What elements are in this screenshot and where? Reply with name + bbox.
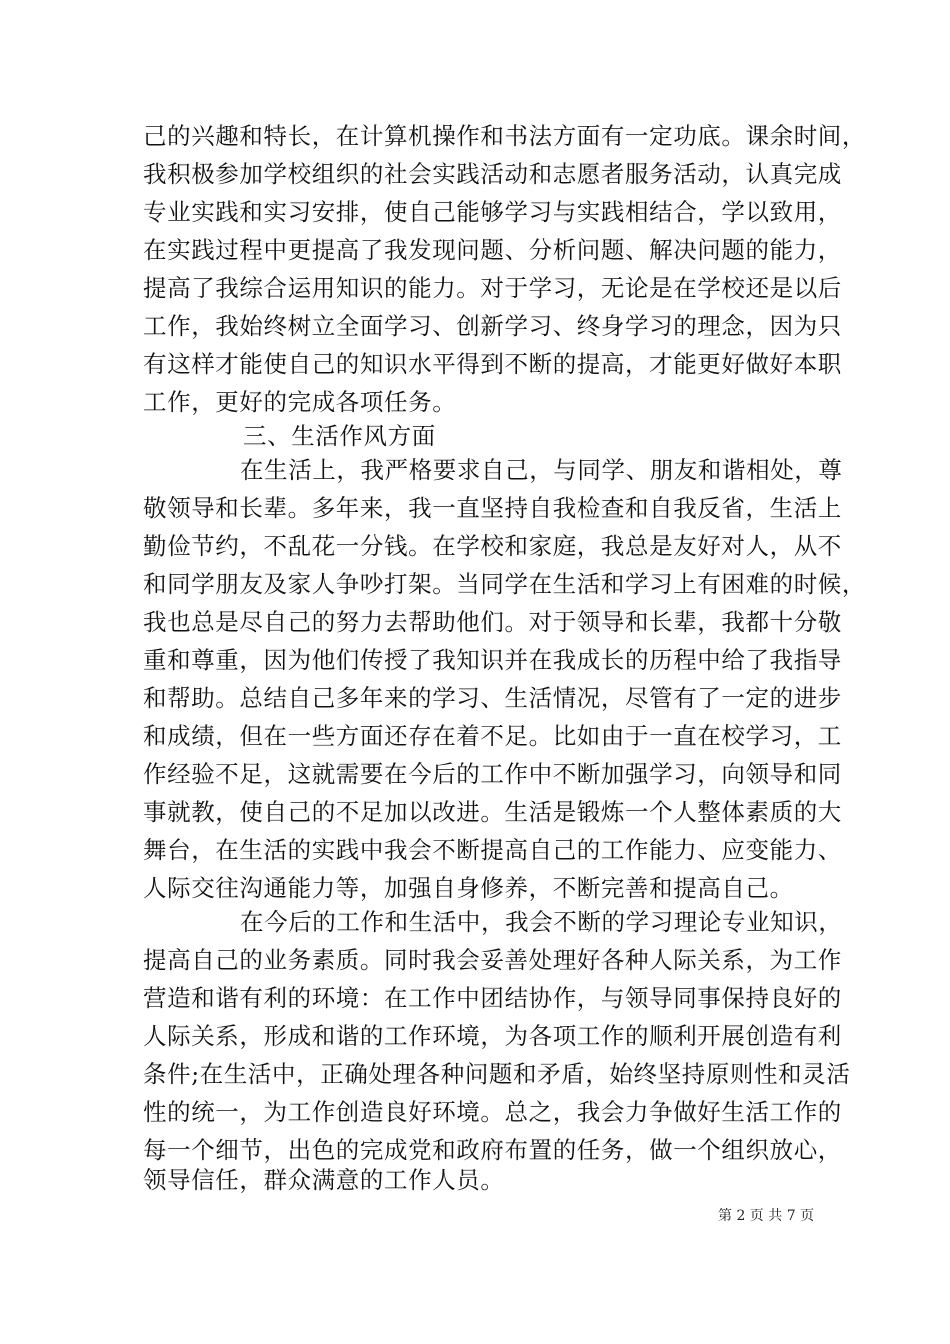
- body-line: 作经验不足，这就需要在今后的工作中不断加强学习，向领导和同: [143, 760, 842, 788]
- body-line: 事就教，使自己的不足加以改进。生活是锻炼一个人整体素质的大: [143, 798, 842, 826]
- body-line: 领导信任，群众满意的工作人员。: [143, 1166, 505, 1194]
- body-line: 人际交往沟通能力等，加强自身修养，不断完善和提高自己。: [143, 874, 794, 902]
- page-number: 第 2 页 共 7 页: [718, 1208, 815, 1224]
- body-line: 和帮助。总结自己多年来的学习、生活情况，尽管有了一定的进步: [143, 684, 842, 712]
- body-line: 性的统一，为工作创造良好环境。总之，我会力争做好生活工作的: [143, 1098, 842, 1126]
- body-line: 在实践过程中更提高了我发现问题、分析问题、解决问题的能力，: [143, 236, 842, 264]
- body-line: 工作，我始终树立全面学习、创新学习、终身学习的理念，因为只: [143, 312, 842, 340]
- body-line: 工作，更好的完成各项任务。: [143, 388, 457, 416]
- paragraph-first-line: 在生活上，我严格要求自己，与同学、朋友和谐相处，尊: [240, 456, 843, 484]
- section-heading: 三、生活作风方面: [243, 422, 436, 450]
- body-line: 和成绩，但在一些方面还存在着不足。比如由于一直在校学习，工: [143, 722, 842, 750]
- body-line: 提高了我综合运用知识的能力。对于学习，无论是在学校还是以后: [143, 274, 842, 302]
- body-line: 己的兴趣和特长，在计算机操作和书法方面有一定功底。课余时间，: [143, 122, 866, 150]
- body-line: 敬领导和长辈。多年来，我一直坚持自我检查和自我反省，生活上: [143, 494, 842, 522]
- paragraph-first-line: 在今后的工作和生活中，我会不断的学习理论专业知识，: [240, 908, 843, 936]
- body-line: 有这样才能使自己的知识水平得到不断的提高，才能更好做好本职: [143, 350, 842, 378]
- body-line: 人际关系，形成和谐的工作环境，为各项工作的顺利开展创造有利: [143, 1022, 842, 1050]
- body-line: 提高自己的业务素质。同时我会妥善处理好各种人际关系，为工作: [143, 946, 842, 974]
- body-line: 营造和谐有利的环境：在工作中团结协作，与领导同事保持良好的: [143, 984, 842, 1012]
- body-line: 专业实践和实习安排，使自己能够学习与实践相结合，学以致用，: [143, 198, 842, 226]
- body-line: 条件;在生活中，正确处理各种问题和矛盾，始终坚持原则性和灵活: [143, 1060, 851, 1088]
- body-line: 我积极参加学校组织的社会实践活动和志愿者服务活动，认真完成: [143, 160, 842, 188]
- body-line: 每一个细节，出色的完成党和政府布置的任务，做一个组织放心，: [143, 1136, 842, 1164]
- body-line: 勤俭节约，不乱花一分钱。在学校和家庭，我总是友好对人，从不: [143, 532, 842, 560]
- body-line: 和同学朋友及家人争吵打架。当同学在生活和学习上有困难的时候，: [143, 570, 866, 598]
- body-line: 重和尊重，因为他们传授了我知识并在我成长的历程中给了我指导: [143, 646, 842, 674]
- body-line: 舞台，在生活的实践中我会不断提高自己的工作能力、应变能力、: [143, 836, 842, 864]
- body-line: 我也总是尽自己的努力去帮助他们。对于领导和长辈，我都十分敬: [143, 608, 842, 636]
